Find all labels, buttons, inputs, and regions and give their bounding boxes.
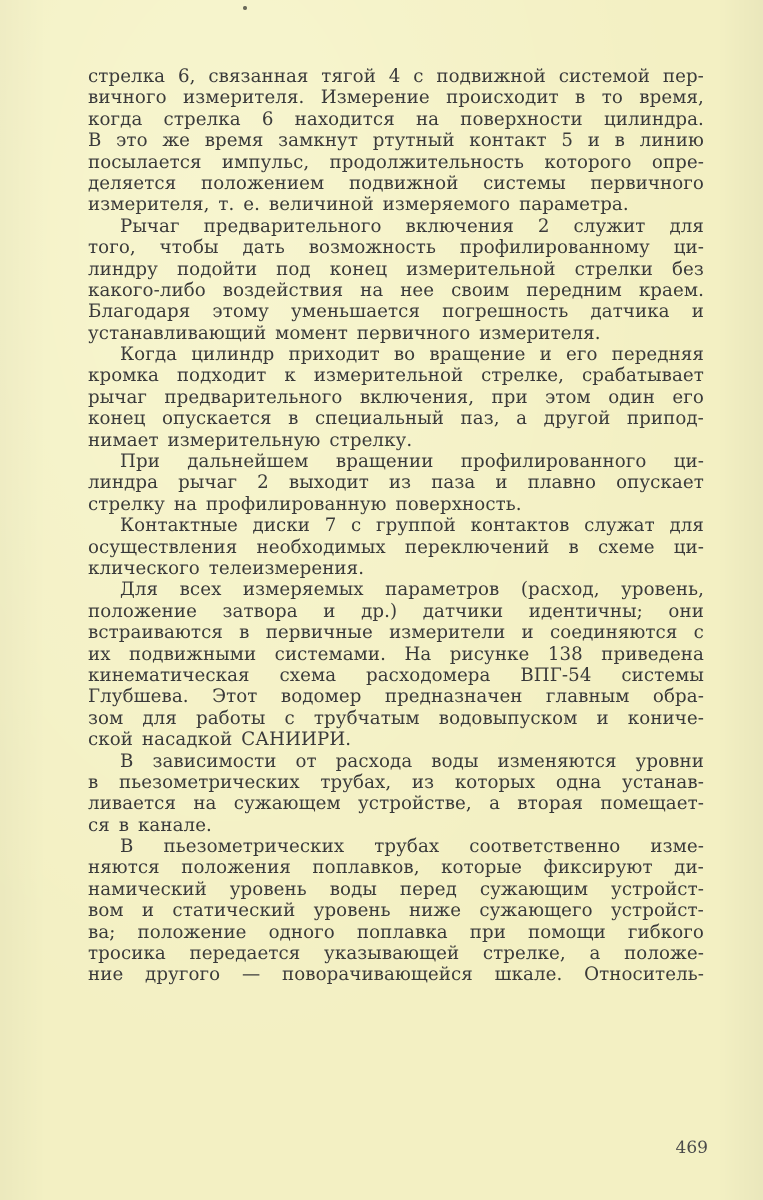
word: при	[491, 386, 528, 408]
word: которого	[544, 151, 632, 173]
word: уровень,	[621, 579, 704, 601]
word: одна	[555, 771, 602, 793]
word: предварительного	[203, 215, 382, 237]
word: с	[693, 622, 704, 644]
word: его	[565, 344, 598, 366]
word: воды	[431, 750, 479, 772]
word: выходит	[288, 472, 369, 494]
word: датчика	[590, 301, 670, 323]
word: Относитель-	[584, 964, 704, 986]
word: ВПГ-54	[520, 664, 592, 686]
word: устройстве,	[357, 793, 472, 815]
word: трубах	[374, 836, 440, 858]
word: своим	[451, 279, 510, 301]
word: один	[608, 386, 655, 408]
word: Когда	[120, 344, 178, 366]
word: ртутный	[372, 130, 455, 152]
word: тягой	[321, 66, 376, 87]
word: без	[671, 258, 704, 280]
word: дальнейшем	[187, 451, 309, 473]
word: кромка	[88, 365, 159, 387]
word: воздействия	[222, 279, 344, 301]
word: уменьшается	[291, 301, 421, 323]
word: Глубшева.	[88, 686, 189, 708]
word: вичного	[88, 87, 167, 109]
word: сужающем	[233, 793, 341, 815]
text-line	[88, 216, 704, 237]
word: другого	[145, 964, 221, 986]
word: цилиндр	[191, 344, 275, 366]
word: пьезометрических	[163, 836, 345, 858]
word: На	[404, 643, 432, 665]
word: идентичны;	[528, 600, 643, 622]
word: главным	[545, 686, 630, 708]
word: Контактные	[120, 515, 238, 537]
word: подвижными	[129, 643, 257, 665]
word: дать	[242, 237, 285, 259]
word: 4	[388, 66, 401, 87]
word: цилиндра.	[603, 108, 704, 130]
word: системы	[483, 172, 566, 194]
word: ливается	[88, 793, 177, 815]
word: в	[288, 408, 299, 430]
word: Благодаря	[88, 301, 191, 323]
word: а	[589, 943, 601, 965]
word: а	[489, 793, 501, 815]
word: деляется	[88, 172, 177, 194]
word: какого-либо	[88, 279, 206, 301]
word: которых	[454, 771, 536, 793]
word: указывающей	[324, 943, 460, 965]
word: трубчатым	[313, 707, 420, 729]
word: их	[88, 643, 111, 665]
word: гибкого	[627, 921, 704, 943]
word: перед	[399, 878, 457, 900]
word: фиксируют	[543, 857, 653, 879]
word: стрелка	[163, 108, 241, 130]
word: Рычаг	[120, 215, 180, 237]
word: линдра	[88, 472, 159, 494]
word: соединяются	[549, 622, 678, 644]
word: опускает	[616, 472, 704, 494]
word: 2	[537, 215, 550, 237]
word: воды	[329, 878, 377, 900]
text-line	[88, 900, 704, 921]
word: импульс,	[221, 151, 310, 173]
text-line	[88, 66, 704, 87]
word: стрелке,	[481, 365, 565, 387]
word: 5	[561, 130, 574, 152]
word: происходит	[446, 87, 559, 109]
text-line	[88, 943, 704, 964]
text-line	[88, 622, 704, 643]
word: включения	[405, 215, 514, 237]
word: и	[587, 130, 600, 152]
word: и	[521, 622, 534, 644]
text-line	[88, 87, 704, 108]
text-line	[88, 686, 704, 707]
word: для	[669, 215, 704, 237]
word: уровень	[313, 900, 391, 922]
text-line	[88, 836, 704, 857]
text-line-content: клического телеизмерения.	[88, 557, 365, 579]
word: системы	[621, 664, 704, 686]
word: расхода	[335, 750, 413, 772]
word: стрелки	[574, 258, 653, 280]
word: сужающим	[479, 878, 589, 900]
word: в	[568, 536, 579, 558]
word: опре-	[651, 151, 704, 173]
text-line-content: ся в канале.	[88, 814, 212, 836]
word: в	[88, 771, 99, 793]
word: предварительного	[164, 386, 343, 408]
word: затвора	[222, 600, 298, 622]
word: вторая	[517, 793, 584, 815]
text-line	[88, 280, 704, 301]
word: в	[614, 130, 625, 152]
word: шкале.	[494, 964, 563, 986]
text-line	[88, 472, 704, 493]
word: к	[284, 365, 296, 387]
word: осуществления	[88, 536, 238, 558]
text-line	[88, 237, 704, 258]
word: помощи	[528, 921, 606, 943]
word: на	[360, 279, 384, 301]
text-line-content: измерителя, т. е. величиной измеряемого параметра.	[88, 194, 629, 216]
word: конец	[88, 408, 146, 430]
word: ци-	[673, 536, 704, 558]
word: ци-	[673, 237, 704, 259]
word: служат	[584, 515, 655, 537]
text-line	[88, 408, 704, 429]
word: необходимых	[256, 536, 386, 558]
word: ди-	[674, 857, 704, 879]
text-line	[88, 259, 704, 280]
word: предназначен	[384, 686, 523, 708]
word: В	[120, 750, 134, 772]
word: кинематическая	[88, 664, 250, 686]
body-text	[88, 66, 704, 986]
word: рисунке	[449, 643, 530, 665]
word: срабатывает	[581, 365, 704, 387]
word: в	[239, 622, 250, 644]
word: группой	[376, 515, 456, 537]
word: работы	[195, 707, 266, 729]
word: ци-	[673, 451, 704, 473]
word: посылается	[88, 151, 202, 173]
word: приходит	[288, 344, 380, 366]
word: находится	[294, 108, 395, 130]
word: из	[411, 771, 435, 793]
text-line	[88, 152, 704, 173]
word: приведена	[601, 643, 704, 665]
page-number: 469	[675, 1138, 708, 1158]
word: замкнут	[278, 130, 359, 152]
text-line	[88, 708, 704, 729]
text-line	[88, 537, 704, 558]
word: встраиваются	[88, 622, 223, 644]
text-line	[88, 879, 704, 900]
text-line	[88, 173, 704, 194]
text-line	[88, 665, 704, 686]
text-line	[88, 964, 704, 985]
word: передним	[526, 279, 622, 301]
word: вращении	[335, 451, 434, 473]
word: паз,	[460, 408, 500, 430]
word: схеме	[597, 536, 655, 558]
word: 6	[261, 108, 274, 130]
word: измерители	[389, 622, 506, 644]
word: вращение	[429, 344, 526, 366]
text-line	[88, 729, 704, 750]
text-line	[88, 793, 704, 814]
word: с	[413, 66, 424, 87]
word: 138	[547, 643, 583, 665]
text-line	[88, 387, 704, 408]
word: положения	[181, 857, 291, 879]
word: от	[295, 750, 317, 772]
word: и	[141, 900, 155, 922]
text-line	[88, 430, 704, 451]
word: вом	[88, 900, 124, 922]
text-line	[88, 344, 704, 365]
text-line	[88, 815, 704, 836]
word: стрелке,	[482, 943, 566, 965]
word: с	[284, 707, 295, 729]
word: всех	[179, 579, 222, 601]
word: паза	[431, 472, 476, 494]
word: ниже	[408, 900, 462, 922]
text-line	[88, 109, 704, 130]
text-line-content: устанавливающий момент первичного измерителя.	[88, 322, 601, 344]
word: измерительной	[313, 365, 464, 387]
word: системой	[558, 66, 651, 87]
word: схема	[279, 664, 337, 686]
word: для	[669, 515, 704, 537]
word: линию	[639, 130, 704, 152]
text-line	[88, 130, 704, 151]
word: профилированному	[459, 237, 650, 259]
text-line-content: нимает измерительную стрелку.	[88, 429, 413, 451]
word: продолжительность	[329, 151, 525, 173]
word: же	[162, 130, 191, 152]
word: подходит	[176, 365, 267, 387]
word: чтобы	[159, 237, 219, 259]
word: поплавка	[356, 921, 448, 943]
word: положение	[137, 921, 247, 943]
word: одного	[268, 921, 335, 943]
word: уровень	[229, 878, 307, 900]
word: устанав-	[622, 771, 704, 793]
word: передняя	[611, 344, 704, 366]
word: на	[193, 793, 217, 815]
word: и	[691, 301, 704, 323]
word: контакт	[469, 130, 547, 152]
word: того,	[88, 237, 136, 259]
word: и	[539, 344, 552, 366]
word: на	[415, 108, 440, 130]
word: время,	[639, 87, 704, 109]
text-line	[88, 194, 704, 215]
word: измеряемых	[242, 579, 364, 601]
word: изменяются	[497, 750, 617, 772]
word: передается	[189, 943, 301, 965]
word: ва;	[88, 921, 116, 943]
text-line-content: ской насадкой САНИИРИ.	[88, 729, 352, 751]
text-line	[88, 857, 704, 878]
word: измерителя.	[182, 87, 305, 109]
word: подвижной	[436, 66, 546, 87]
word: соответственно	[469, 836, 621, 858]
word: время	[204, 130, 264, 152]
word: помещает-	[600, 793, 704, 815]
word: При	[120, 451, 160, 473]
word: параметров	[385, 579, 500, 601]
word: припод-	[626, 408, 704, 430]
word: расходомера	[365, 664, 491, 686]
word: —	[241, 964, 261, 986]
word: подвижной	[348, 172, 459, 194]
text-line	[88, 922, 704, 943]
word: рычаг	[178, 472, 238, 494]
word: с	[351, 515, 362, 537]
word: 2	[257, 472, 269, 494]
word: это	[116, 130, 148, 152]
word: этому	[212, 301, 269, 323]
word: а	[516, 408, 528, 430]
text-line	[88, 558, 704, 579]
word: и	[323, 600, 336, 622]
word: положением	[201, 172, 325, 194]
word: водовыпуском	[438, 707, 578, 729]
word: то	[601, 87, 623, 109]
word: включения,	[359, 386, 475, 408]
word: и	[495, 472, 508, 494]
word: пьезометрических	[118, 771, 300, 793]
word: возможность	[308, 237, 436, 259]
word: опускается	[161, 408, 272, 430]
word: когда	[88, 108, 143, 130]
word: которые	[441, 857, 522, 879]
word: служит	[573, 215, 646, 237]
text-line	[88, 579, 704, 600]
text-line	[88, 515, 704, 536]
word: В	[88, 130, 102, 152]
word: 6,	[177, 66, 196, 87]
word: зом	[88, 707, 124, 729]
text-line	[88, 365, 704, 386]
text-line	[88, 772, 704, 793]
word: в	[575, 87, 586, 109]
word: поверхности	[460, 108, 583, 130]
word: и	[596, 707, 609, 729]
word: конец	[329, 258, 388, 280]
word: системами.	[274, 643, 387, 665]
word: (расход,	[520, 579, 600, 601]
word: подойти	[176, 258, 258, 280]
word: кониче-	[627, 707, 704, 729]
word: пер-	[662, 66, 704, 87]
word: Измерение	[320, 87, 430, 109]
word: сужающего	[479, 900, 593, 922]
word: для	[142, 707, 177, 729]
word: этом	[545, 386, 591, 408]
text-line-content: стрелку на профилированную поверхность.	[88, 493, 522, 515]
word: уровни	[635, 750, 704, 772]
word: связанная	[208, 66, 309, 87]
word: устройст-	[610, 900, 704, 922]
word: трубах,	[320, 771, 392, 793]
word: устройст-	[611, 878, 704, 900]
word: стрелка	[88, 66, 166, 87]
word: измерительной	[406, 258, 556, 280]
word: во	[393, 344, 416, 366]
word: из	[388, 472, 412, 494]
text-line	[88, 301, 704, 322]
word: профилированного	[460, 451, 647, 473]
word: линдру	[88, 258, 158, 280]
text-line	[88, 494, 704, 515]
word: под	[276, 258, 311, 280]
paper-speck	[243, 6, 247, 10]
word: обра-	[652, 686, 704, 708]
word: первичные	[265, 622, 373, 644]
word: няются	[88, 857, 160, 879]
word: изме-	[650, 836, 704, 858]
word: статический	[172, 900, 296, 922]
word: первичного	[590, 172, 704, 194]
word: датчики	[422, 600, 504, 622]
word: Этот	[212, 686, 258, 708]
word: тросика	[88, 943, 166, 965]
word: нее	[400, 279, 435, 301]
word: положение	[88, 600, 197, 622]
word: водомер	[280, 686, 362, 708]
word: поворачивающейся	[281, 964, 473, 986]
word: краем.	[638, 279, 704, 301]
word: намический	[88, 878, 207, 900]
text-line	[88, 323, 704, 344]
word: зависимости	[152, 750, 277, 772]
word: положе-	[624, 943, 704, 965]
word: другой	[543, 408, 611, 430]
word: контактов	[470, 515, 570, 537]
word: др.)	[361, 600, 398, 622]
word: они	[668, 600, 704, 622]
text-line	[88, 644, 704, 665]
word: рычаг	[88, 386, 148, 408]
word: Для	[120, 579, 159, 601]
text-line	[88, 751, 704, 772]
word: В	[120, 836, 134, 858]
text-line	[88, 451, 704, 472]
word: при	[469, 921, 506, 943]
word: плавно	[527, 472, 597, 494]
word: поплавков,	[312, 857, 420, 879]
word: погрешность	[442, 301, 569, 323]
word: переключений	[404, 536, 550, 558]
word: 7	[324, 515, 337, 537]
word: специальный	[315, 408, 445, 430]
word: диски	[252, 515, 311, 537]
text-line	[88, 601, 704, 622]
word: его	[672, 386, 704, 408]
word: ние	[88, 964, 124, 986]
